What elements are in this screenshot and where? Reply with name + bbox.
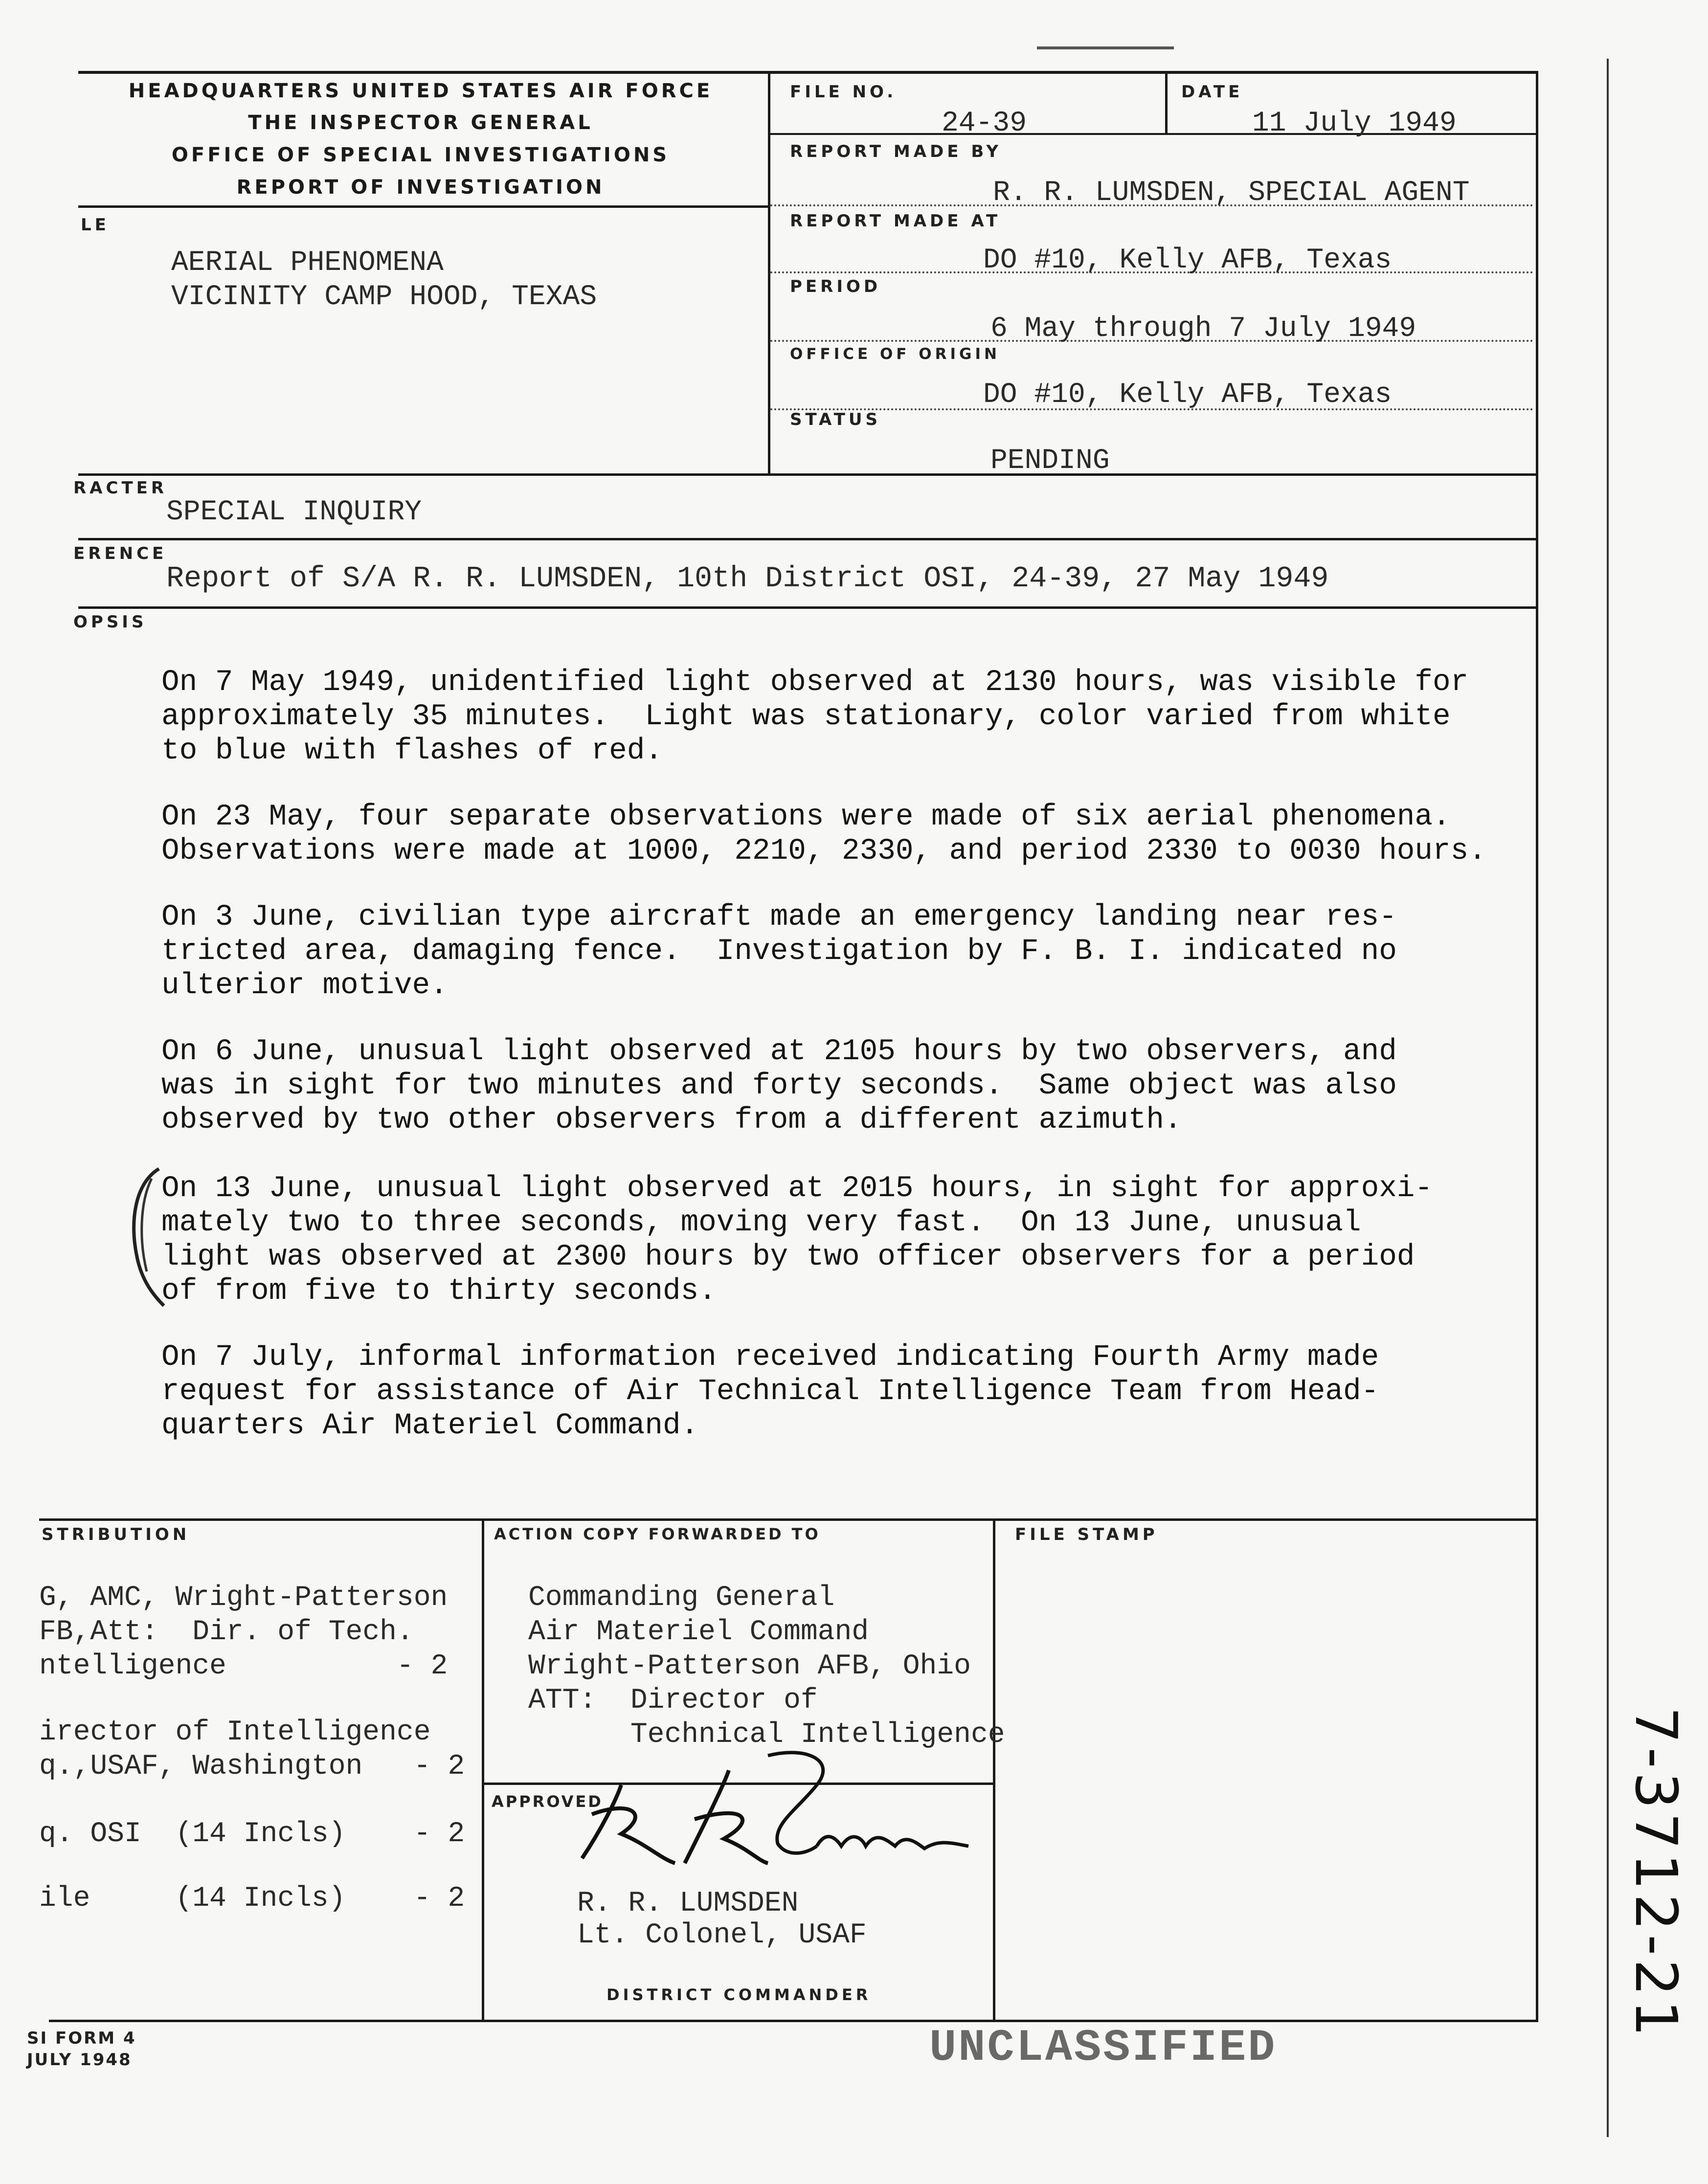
file-no-label: FILE NO. [790,82,897,102]
top-edge-mark [1037,46,1174,49]
synopsis-line: ulterior motive. [161,969,448,1003]
period-label: PERIOD [790,277,881,296]
side-reference-number-text: 7-3712-21 [1622,1707,1690,2041]
action-copy-line: Air Materiel Command [528,1616,869,1648]
distribution-line: irector of Intelligence [39,1716,431,1748]
synopsis-line: quarters Air Materiel Command. [161,1409,699,1443]
character-value: SPECIAL INQUIRY [166,496,422,528]
synopsis-line: On 13 June, unusual light observed at 2015 hours, in sight for approxi- [161,1172,1433,1205]
distribution-divider [482,1518,484,2022]
reference-value: Report of S/A R. R. LUMSDEN, 10th District OSI, 24-39, 27 May 1949 [166,562,1329,596]
synopsis-line: approximately 35 minutes. Light was stationary, color varied from white [161,700,1451,734]
page-right-edge-line [1607,59,1609,2137]
synopsis-line: On 3 June, civilian type aircraft made an emergency landing near res- [161,900,1397,934]
header-line-1: HEADQUARTERS UNITED STATES AIR FORCE [128,80,713,102]
synopsis-line: request for assistance of Air Technical Intelligence Team from Head- [161,1375,1379,1408]
status-value: PENDING [990,445,1110,477]
report-made-by-label: REPORT MADE BY [790,142,1002,161]
file-stamp-label: FILE STAMP [1015,1525,1158,1544]
form-date: JULY 1948 [27,2050,132,2070]
synopsis-line: On 7 July, informal information received indicating Fourth Army made [161,1340,1379,1374]
distribution-label: STRIBUTION [42,1525,190,1544]
unclassified-stamp: UNCLASSIFIED [929,2022,1277,2073]
distribution-line: q. OSI (14 Incls) - 2 [39,1818,465,1850]
action-copy-line: Commanding General [528,1582,835,1614]
synopsis-line: was in sight for two minutes and forty seconds. Same object was also [161,1069,1397,1103]
header-line-2: THE INSPECTOR GENERAL [248,111,593,134]
action-copy-line: ATT: Director of [528,1685,818,1716]
title-label: LE [81,215,110,235]
synopsis-line: to blue with flashes of red. [161,734,663,768]
synopsis-line: of from five to thirty seconds. [161,1274,717,1308]
report-made-at-label: REPORT MADE AT [790,211,1001,231]
approved-title: DISTRICT COMMANDER [607,1985,872,2004]
action-copy-label: ACTION COPY FORWARDED TO [494,1525,821,1543]
synopsis-line: tricted area, damaging fence. Investigation by F. B. I. indicated no [161,935,1397,968]
distribution-line: ntelligence - 2 [39,1650,448,1682]
file-no-value: 24-39 [942,108,1027,139]
side-reference-number [1622,1707,1700,2147]
title-line-2: VICINITY CAMP HOOD, TEXAS [171,281,597,313]
handwritten-signature [562,1741,978,1888]
filestamp-divider [993,1518,995,2022]
date-label: DATE [1181,82,1243,102]
report-made-at-value: DO #10, Kelly AFB, Texas [983,245,1392,276]
header-line-4: REPORT OF INVESTIGATION [236,176,605,199]
title-line-1: AERIAL PHENOMENA [171,247,444,279]
synopsis-label: OPSIS [73,612,147,632]
date-value: 11 July 1949 [1252,108,1457,139]
action-copy-line: Technical Intelligence [528,1719,1005,1751]
title-top-line [78,205,769,208]
form-top-border [78,71,1538,74]
synopsis-line: observed by two other observers from a different azimuth. [161,1103,1182,1137]
synopsis-line: On 23 May, four separate observations were made of six aerial phenomena. [161,800,1451,834]
form-number: SI FORM 4 [27,2028,136,2048]
character-bottom-line [78,538,1538,540]
form-right-border [1536,71,1538,2022]
report-made-by-value: R. R. LUMSDEN, SPECIAL AGENT [993,177,1470,209]
approved-name: R. R. LUMSDEN [577,1888,799,1919]
distribution-line: G, AMC, Wright-Patterson [39,1582,448,1614]
synopsis-line: On 7 May 1949, unidentified light observed at 2130 hours, was visible for [161,666,1469,699]
synopsis-bottom-line [39,1518,1538,1521]
character-label: RACTER [73,478,168,498]
form-bottom-border [49,2020,1538,2022]
office-of-origin-label: OFFICE OF ORIGIN [790,345,1000,363]
reference-bottom-line [78,606,1538,609]
period-value: 6 May through 7 July 1949 [990,313,1416,345]
approved-rank: Lt. Colonel, USAF [577,1919,867,1951]
handwritten-bracket-mark [125,1164,169,1311]
synopsis-line: mately two to three seconds, moving very fast. On 13 June, unusual [161,1206,1361,1240]
date-divider [1165,71,1168,134]
distribution-line: ile (14 Incls) - 2 [39,1883,465,1915]
header-line-3: OFFICE OF SPECIAL INVESTIGATIONS [171,144,670,166]
approved-label: APPROVED [492,1792,603,1811]
status-label: STATUS [790,410,881,429]
action-copy-line: Wright-Patterson AFB, Ohio [528,1650,971,1682]
synopsis-line: light was observed at 2300 hours by two officer observers for a period [161,1240,1415,1274]
synopsis-line: Observations were made at 1000, 2210, 2330, and period 2330 to 0030 hours. [161,834,1486,868]
office-of-origin-value: DO #10, Kelly AFB, Texas [983,379,1392,411]
reference-label: ERENCE [73,544,167,563]
distribution-line: FB,Att: Dir. of Tech. [39,1616,414,1648]
distribution-line: q.,USAF, Washington - 2 [39,1751,465,1783]
synopsis-line: On 6 June, unusual light observed at 2105 hours by two observers, and [161,1035,1397,1069]
header-bottom-line [78,473,1538,476]
